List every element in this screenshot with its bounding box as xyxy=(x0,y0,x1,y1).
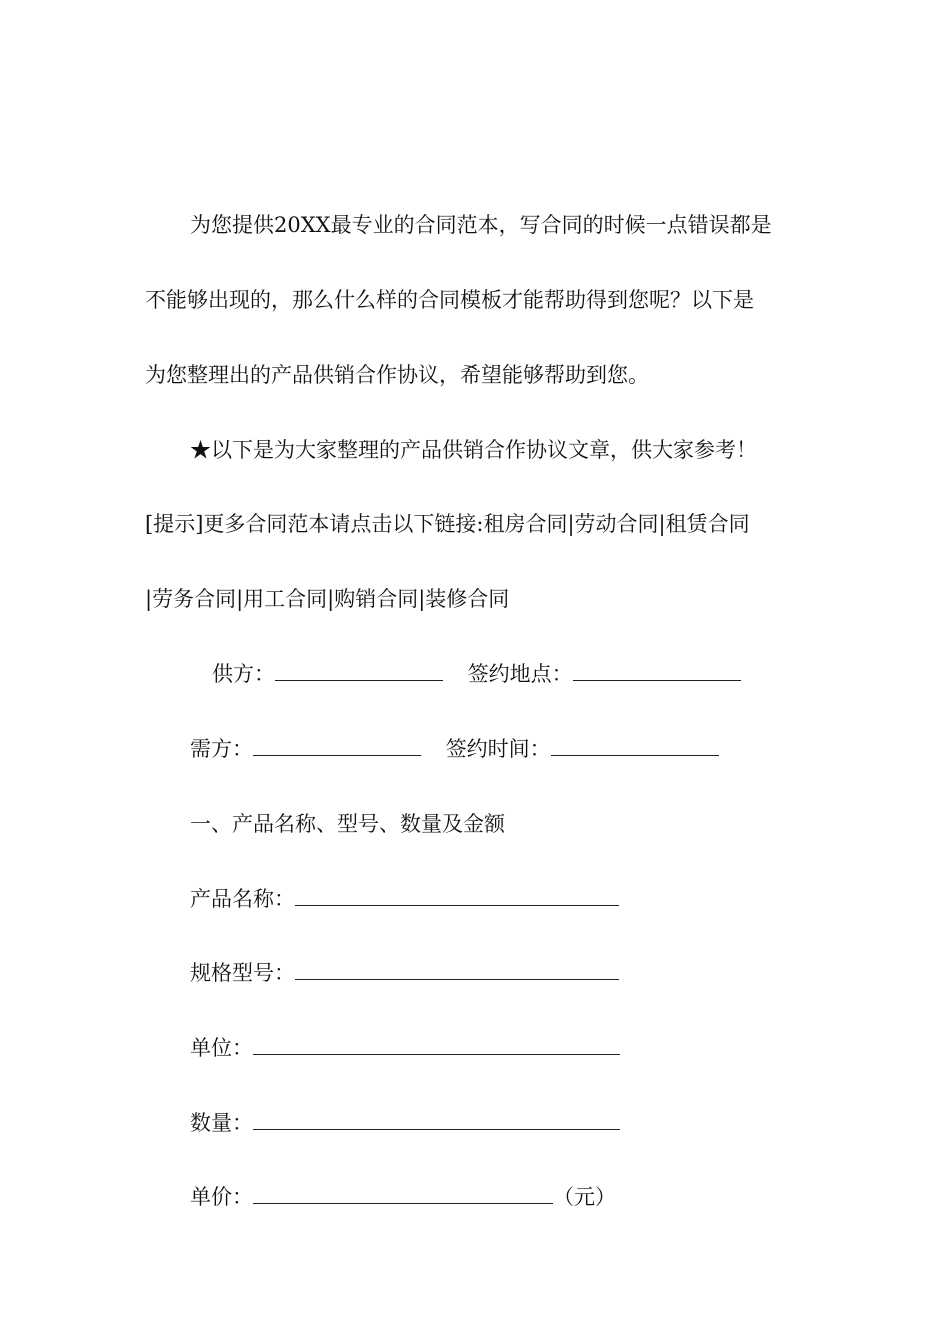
quantity-blank[interactable] xyxy=(253,1111,620,1130)
supplier-row xyxy=(212,659,741,689)
sign-place-label: 签约地点： xyxy=(467,662,573,686)
model-blank[interactable] xyxy=(295,961,619,980)
model-label: 规格型号： xyxy=(190,961,295,985)
tip-line-2: |劳务合同|用工合同|购销合同|装修合同 xyxy=(145,587,510,611)
tip-line-1: [提示]更多合同范本请点击以下链接:租房合同|劳动合同|租赁合同 xyxy=(145,512,750,536)
supplier-blank[interactable] xyxy=(275,662,443,681)
product-name-blank[interactable] xyxy=(295,887,619,906)
supplier-label: 供方： xyxy=(212,662,275,686)
sign-time-label: 签约时间： xyxy=(445,737,551,761)
intro-line-1: 为您提供20XX最专业的合同范本，写合同的时候一点错误都是 xyxy=(190,213,772,237)
sign-place-blank[interactable] xyxy=(573,662,741,681)
product-name-label: 产品名称： xyxy=(190,887,295,911)
price-row xyxy=(190,1182,616,1212)
intro-line-3: 为您整理出的产品供销合作协议，希望能够帮助到您。 xyxy=(145,363,649,387)
price-unit: （元） xyxy=(553,1185,616,1209)
buyer-label: 需方： xyxy=(190,737,253,761)
section-1-heading: 一、产品名称、型号、数量及金额 xyxy=(190,812,505,836)
price-blank[interactable] xyxy=(253,1185,553,1204)
unit-label: 单位： xyxy=(190,1036,253,1060)
unit-row xyxy=(190,1033,620,1063)
buyer-blank[interactable] xyxy=(253,737,421,756)
buyer-row xyxy=(190,734,719,764)
product-name-row xyxy=(190,884,619,914)
sign-time-blank[interactable] xyxy=(551,737,719,756)
unit-blank[interactable] xyxy=(253,1036,620,1055)
price-label: 单价： xyxy=(190,1185,253,1209)
quantity-row xyxy=(190,1108,620,1138)
model-row xyxy=(190,958,619,988)
quantity-label: 数量： xyxy=(190,1111,253,1135)
intro-line-2: 不能够出现的，那么什么样的合同模板才能帮助得到您呢？以下是 xyxy=(145,288,754,312)
star-note: ★以下是为大家整理的产品供销合作协议文章，供大家参考！ xyxy=(190,438,757,462)
